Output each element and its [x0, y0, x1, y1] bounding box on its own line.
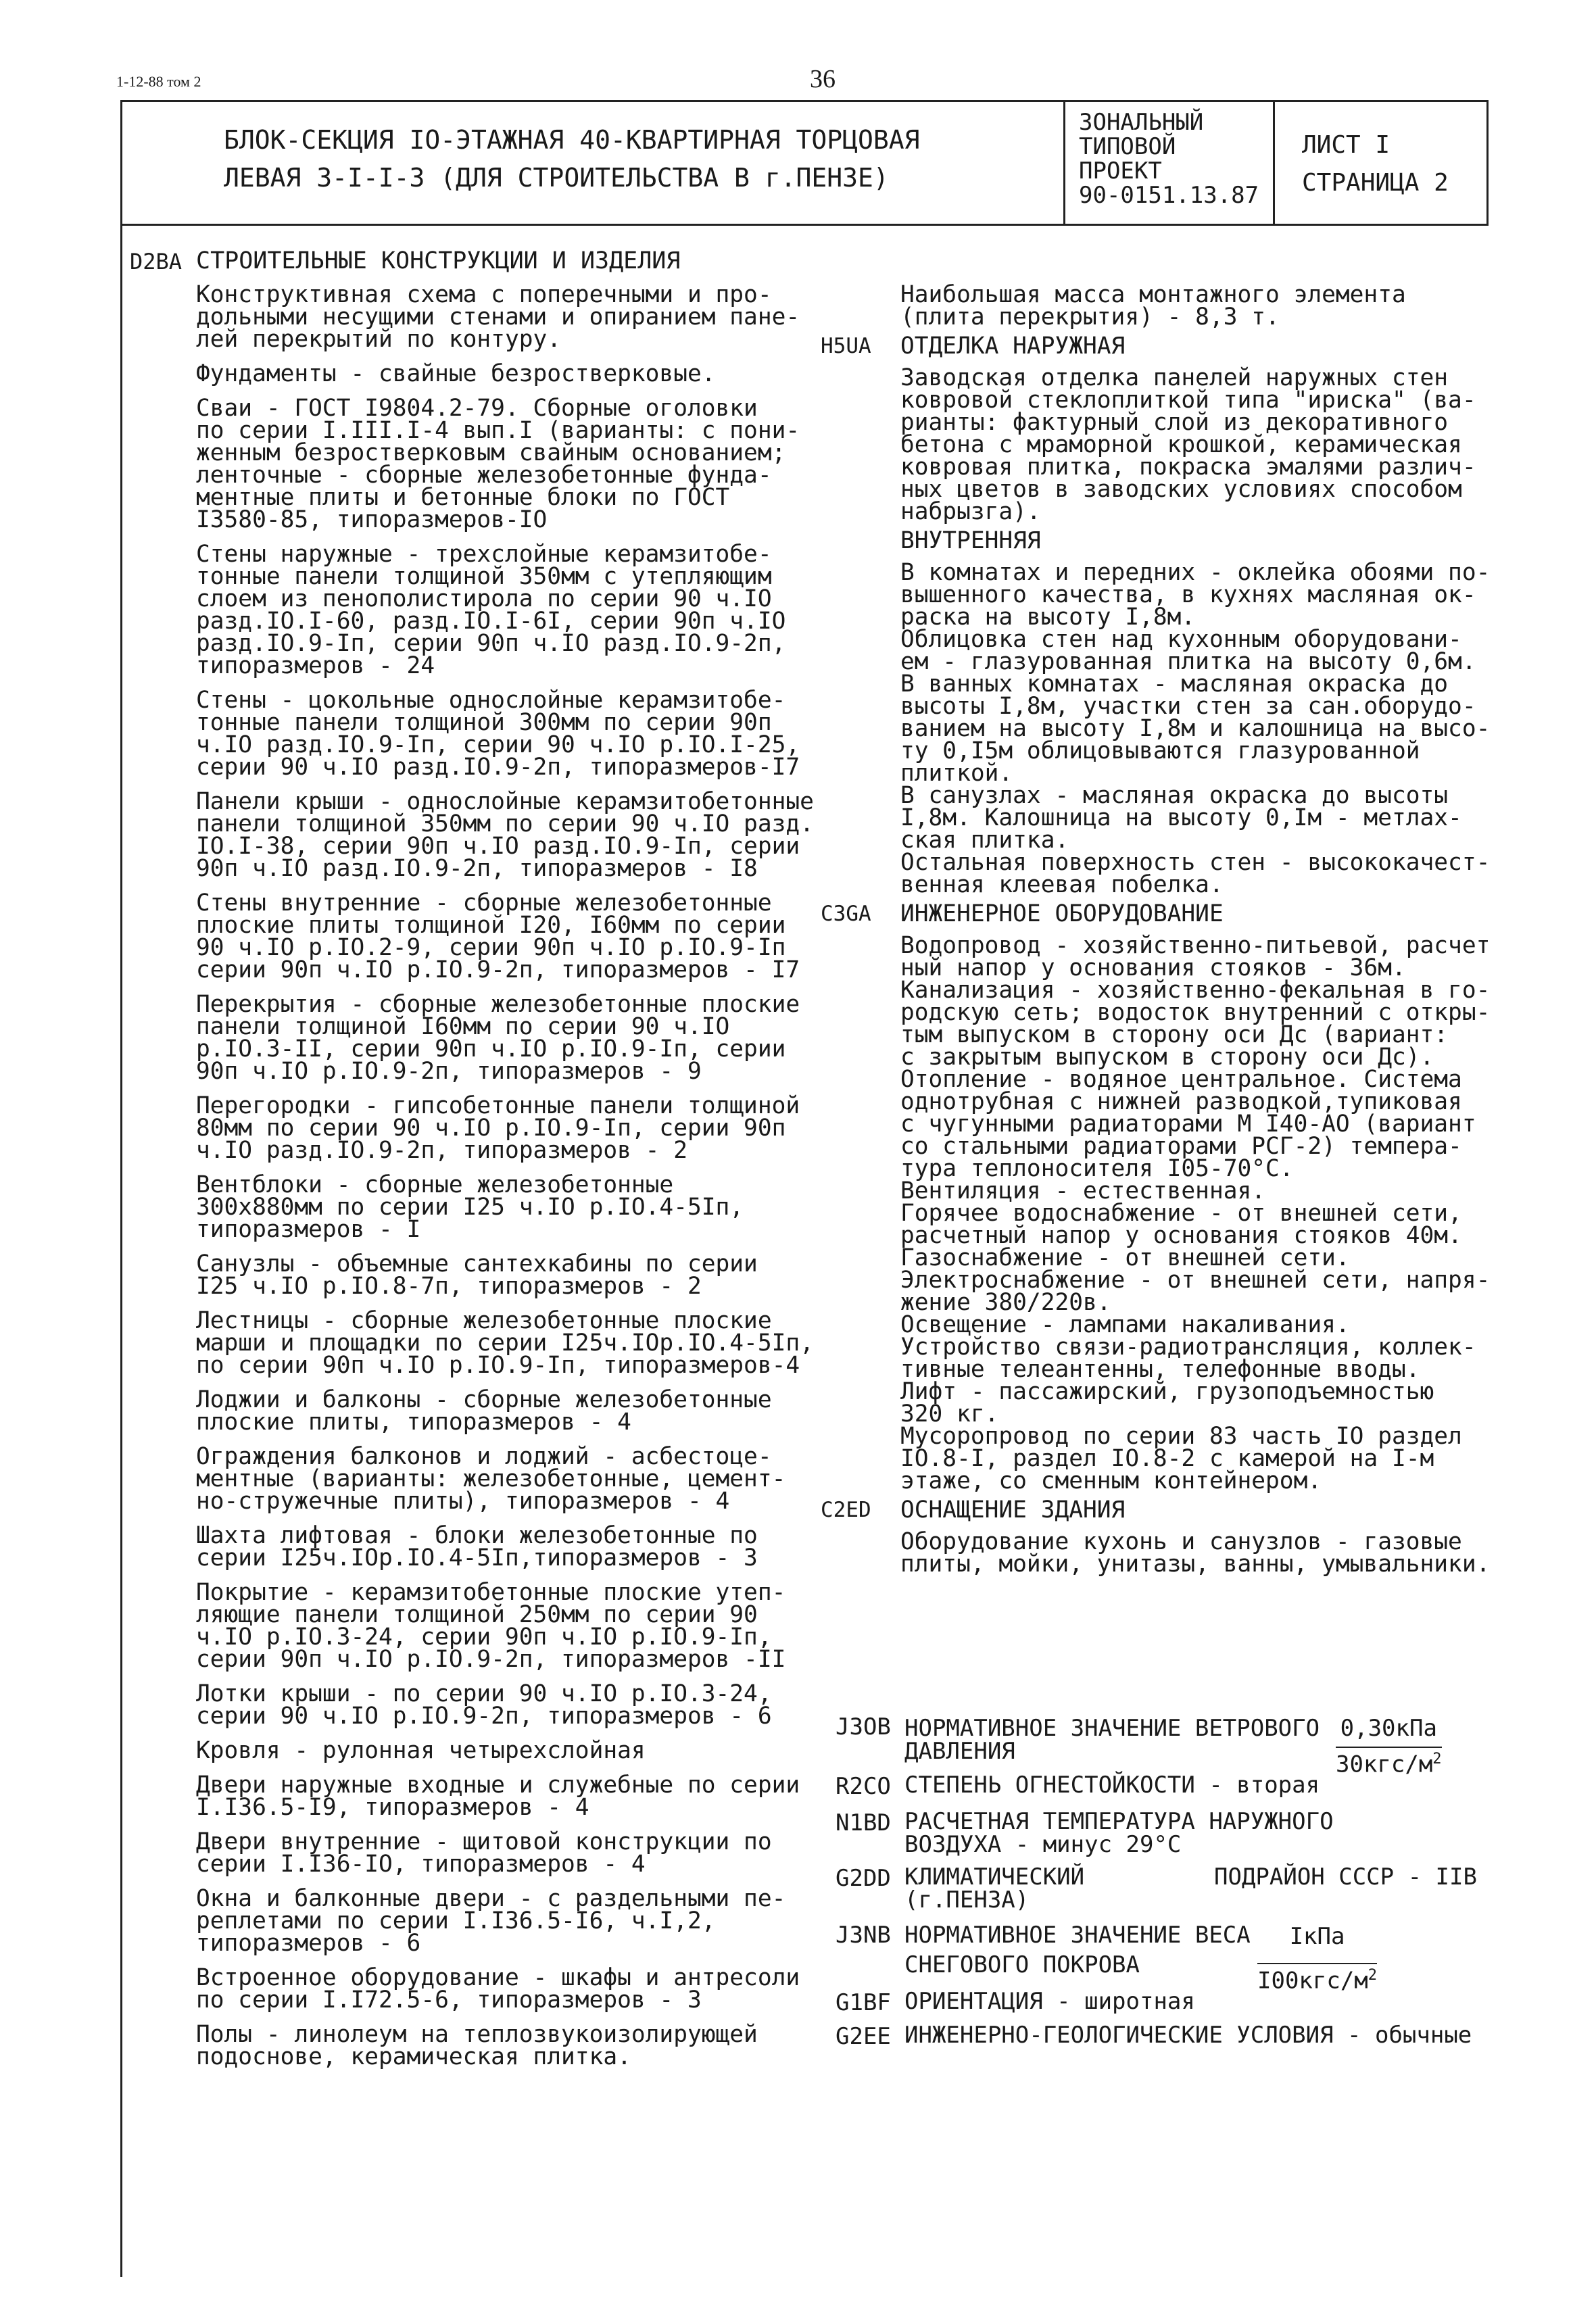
- spec-line: Стены внутренние - сборные железобетонные: [196, 890, 772, 917]
- spec-line: Сваи - ГОСТ I9804.2-79. Сборные оголовки: [196, 395, 758, 422]
- geology-text: ИНЖЕНЕРНО-ГЕОЛОГИЧЕСКИЕ УСЛОВИЯ - обычные: [904, 2022, 1472, 2049]
- right-column: [821, 281, 1495, 1582]
- spec-paragraph: [196, 1964, 872, 2014]
- spec-line: Шахта лифтовая - блоки железобетонные по: [196, 1522, 758, 1549]
- spec-line: 80мм по серии 90 ч.IO р.IO.9-Iп, серии 90п: [196, 1115, 786, 1142]
- spec-line: Санузлы - объемные сантехкабины по серии: [196, 1250, 758, 1277]
- section-line: Оборудование кухонь и санузлов - газовые: [900, 1528, 1462, 1555]
- section-header: [821, 900, 1495, 927]
- spec-line: Двери внутренние - щитовой конструкции по: [196, 1828, 772, 1855]
- spec-line: I3580-85, типоразмеров-IO: [196, 506, 548, 533]
- spec-line: по серии I.III.I-4 вып.I (варианты: с пони-: [196, 417, 800, 444]
- snow-value-num: IкПа: [1289, 1923, 1345, 1950]
- section-line: ем - глазурованная плитка на высоту 0,6м.: [900, 648, 1476, 675]
- spec-line: по серии I.I72.5-6, типоразмеров - 3: [196, 1987, 702, 2014]
- section-heading: ВНУТРЕННЯЯ: [900, 527, 1041, 554]
- section-line: плиты, мойки, унитазы, ванны, умывальники.: [900, 1551, 1491, 1578]
- spec-line: Перекрытия - сборные железобетонные плоские: [196, 991, 800, 1018]
- spec-line: панели толщиной 350мм по серии 90 ч.IO разд.: [196, 810, 814, 837]
- document-reference: 1-12-88 том 2: [116, 73, 201, 90]
- spec-line: но-стружечные плиты), типоразмеров - 4: [196, 1488, 730, 1515]
- section-line: с чугунными радиаторами М I40-АО (вариант: [900, 1111, 1476, 1138]
- wind-value-den: 30кгс/м: [1336, 1751, 1433, 1778]
- temp-code: N1BD: [836, 1809, 891, 1836]
- spec-line: панели толщиной I60мм по серии 90 ч.IO: [196, 1013, 730, 1040]
- spec-paragraph: [196, 397, 872, 531]
- spec-paragraph: [196, 281, 872, 353]
- project-line: ТИПОВОЙ: [1079, 133, 1176, 160]
- title-line-1: БЛОК-СЕКЦИЯ IO-ЭТАЖНАЯ 40-КВАРТИРНАЯ ТОРЦОВАЯ: [224, 125, 920, 155]
- snow-value: IкПа $I00кгс/м^2$: [1257, 1923, 1378, 1995]
- spec-line: р.IO.3-II, серии 90п ч.IO р.IO.9-Iп, серии: [196, 1035, 786, 1063]
- section-line: вышенного качества, в кухнях масляная ок-: [900, 581, 1476, 608]
- spec-line: Ограждения балконов и лоджий - асбестоце-: [196, 1443, 772, 1470]
- page-number: 36: [810, 65, 836, 93]
- section-paragraph: [900, 1528, 1495, 1578]
- spec-paragraph: [196, 788, 872, 882]
- spec-line: Стены наружные - трехслойные керамзитобе-: [196, 541, 772, 568]
- spec-line: подоснове, керамическая плитка.: [196, 2043, 631, 2070]
- section-line: однотрубная с нижней разводкой,тупиковая: [900, 1088, 1462, 1115]
- spec-line: по серии 90п ч.IO р.IO.9-Iп, типоразмеров-4: [196, 1352, 800, 1379]
- spec-line: Конструктивная схема с поперечными и про-: [196, 281, 772, 308]
- spec-paragraph: [196, 991, 872, 1085]
- spec-line: 90п ч.IO разд.IO.9-2п, типоразмеров - I8: [196, 855, 758, 882]
- section-line: Электроснабжение - от внешней сети, напря-: [900, 1267, 1491, 1294]
- section-line: тивные телеантенны, телефонные вводы.: [900, 1356, 1420, 1383]
- intro-line: Наибольшая масса монтажного элемента: [900, 281, 1406, 308]
- spec-line: серии I25ч.IOр.IO.4-5Iп,типоразмеров - 3: [196, 1544, 758, 1571]
- spec-line: Панели крыши - однослойные керамзитобетонные: [196, 788, 814, 815]
- section-heading: ОСНАЩЕНИЕ ЗДАНИЯ: [900, 1496, 1126, 1524]
- spec-line: разд.IO.9-Iп, серии 90п ч.IO разд.IO.9-2п,: [196, 630, 786, 657]
- spec-line: женным безростверковым свайным основанием;: [196, 439, 786, 466]
- section-paragraph: [900, 364, 1495, 525]
- spec-line: ч.IO разд.IO.9-Iп, серии 90 ч.IO р.IO.I-25,: [196, 731, 800, 758]
- section-line: со стальными радиаторами РСГ-2) темпера-: [900, 1133, 1462, 1160]
- section-header: [821, 1496, 1495, 1524]
- section-line: жение 380/220в.: [900, 1289, 1111, 1316]
- section-line: Газоснабжение - от внешней сети.: [900, 1244, 1350, 1271]
- snow-code: J3NB: [836, 1922, 891, 1949]
- spec-paragraph: [196, 1680, 872, 1730]
- page-label: СТРАНИЦА 2: [1302, 169, 1449, 197]
- spec-line: I25 ч.IO р.IO.8-7п, типоразмеров - 2: [196, 1273, 702, 1300]
- section-line: ванием на высоту I,8м и калошница на высо-: [900, 715, 1491, 742]
- spec-line: типоразмеров - 6: [196, 1930, 421, 1957]
- fire-text: СТЕПЕНЬ ОГНЕСТОЙКОСТИ - вторая: [904, 1772, 1320, 1799]
- project-cell: [1065, 102, 1275, 224]
- spec-line: Перегородки - гипсобетонные панели толщиной: [196, 1092, 800, 1119]
- spec-line: ч.IO р.IO.3-24, серии 90п ч.IO р.IO.9-Iп,: [196, 1624, 772, 1651]
- spec-line: тонные панели толщиной 300мм по серии 90п: [196, 709, 772, 736]
- project-line: 90-0151.13.87: [1079, 182, 1259, 209]
- spec-line: Стены - цокольные однослойные керамзитобе-: [196, 687, 786, 714]
- spec-line: слоем из пенополистирола по серии 90 ч.IO: [196, 585, 772, 612]
- section-line: В санузлах - масляная окраска до высоты: [900, 782, 1449, 809]
- spec-line: 300х880мм по серии I25 ч.IO р.IO.4-5Iп,: [196, 1194, 744, 1221]
- section-line: В комнатах и передних - оклейка обоями по-: [900, 559, 1491, 586]
- section-line: этаже, со сменным контейнером.: [900, 1467, 1322, 1494]
- spec-line: ляющие панели толщиной 250мм по серии 90: [196, 1601, 758, 1628]
- spec-paragraph: [196, 1386, 872, 1436]
- section-line: Горячее водоснабжение - от внешней сети,: [900, 1200, 1462, 1227]
- spec-paragraph: [196, 1579, 872, 1673]
- temp-label: РАСЧЕТНАЯ ТЕМПЕРАТУРА НАРУЖНОГО ВОЗДУХА - минус 29°С: [904, 1808, 1334, 1858]
- spec-line: Полы - линолеум на теплозвукоизолирующей: [196, 2021, 758, 2048]
- spec-line: ментные плиты и бетонные блоки по ГОСТ: [196, 484, 730, 511]
- spec-paragraph: [196, 1828, 872, 1878]
- spec-paragraph: [196, 1737, 872, 1764]
- section-line: IO.8-I, раздел IO.8-2 с камерой на I-м: [900, 1445, 1434, 1472]
- spec-line: 90 ч.IO р.IO.2-9, серии 90п ч.IO р.IO.9-Iп: [196, 934, 786, 961]
- section-line: I,8м. Калошница на высоту 0,Iм - метлах-: [900, 804, 1462, 831]
- project-line: ПРОЕКТ: [1079, 157, 1162, 185]
- wind-label: НОРМАТИВНОЕ ЗНАЧЕНИЕ ВЕТРОВОГО ДАВЛЕНИЯ: [904, 1715, 1320, 1765]
- spec-line: 90п ч.IO р.IO.9-2п, типоразмеров - 9: [196, 1058, 702, 1085]
- spec-line: разд.IO.I-60, разд.IO.I-6I, серии 90п ч.IO: [196, 608, 786, 635]
- title-block: [120, 100, 1489, 226]
- climate-code: G2DD: [836, 1865, 891, 1892]
- spec-paragraph: [196, 1092, 872, 1164]
- spec-paragraph: [196, 1250, 872, 1300]
- section-line: Заводская отделка панелей наружных стен: [900, 364, 1449, 391]
- section-line: набрызга).: [900, 498, 1041, 525]
- intro-paragraph: [900, 281, 1495, 331]
- section-code: C3GA: [821, 902, 871, 926]
- section-line: раска на высоту I,8м.: [900, 604, 1196, 631]
- spec-line: Лоджии и балконы - сборные железобетонные: [196, 1386, 772, 1413]
- wind-value-num: 0,30кПа: [1340, 1715, 1437, 1742]
- section-line: В ванных комнатах - масляная окраска до: [900, 671, 1449, 698]
- section-line: плиткой.: [900, 760, 1013, 787]
- spec-line: марши и площадки по серии I25ч.IOр.IO.4-5Iп,: [196, 1330, 814, 1357]
- spec-paragraph: [196, 1307, 872, 1379]
- section-line: Водопровод - хозяйственно-питьевой, расчет: [900, 932, 1491, 959]
- section-heading: СТРОИТЕЛЬНЫЕ КОНСТРУКЦИИ И ИЗДЕЛИЯ: [196, 247, 681, 274]
- spec-line: Окна и балконные двери - с раздельными пе-: [196, 1885, 786, 1912]
- section-line: Вентиляция - естественная.: [900, 1177, 1266, 1204]
- section-line: Устройство связи-радиотрансляция, коллек-: [900, 1334, 1476, 1361]
- snow-value-den: I00кгс/м: [1257, 1967, 1368, 1995]
- section-heading: ИНЖЕНЕРНОЕ ОБОРУДОВАНИЕ: [900, 900, 1224, 927]
- climate-label: КЛИМАТИЧЕСКИЙ (г.ПЕНЗА): [904, 1863, 1085, 1914]
- section-paragraph: [900, 932, 1495, 1494]
- spec-line: Встроенное оборудование - шкафы и антресоли: [196, 1964, 800, 1991]
- spec-paragraph: [196, 1522, 872, 1571]
- spec-paragraph: [196, 689, 872, 779]
- spec-line: Кровля - рулонная четырехслойная: [196, 1737, 646, 1764]
- spec-line: лей перекрытий по контуру.: [196, 326, 562, 353]
- spec-line: серии I.I36-IO, типоразмеров - 4: [196, 1851, 646, 1878]
- spec-paragraph: [196, 892, 872, 981]
- section-code: C2ED: [821, 1498, 871, 1522]
- spec-line: плоские плиты, типоразмеров - 4: [196, 1409, 631, 1436]
- wind-value: 0,30кПа $30кгс/м^2$: [1336, 1715, 1442, 1778]
- spec-line: тонные панели толщиной 350мм с утепляющим: [196, 563, 772, 590]
- section-line: тура теплоносителя I05-70°С.: [900, 1155, 1294, 1182]
- spec-line: ленточные - сборные железобетонные фунда-: [196, 462, 772, 489]
- section-line: Канализация - хозяйственно-фекальная в го-: [900, 977, 1491, 1004]
- section-header: [821, 333, 1495, 360]
- orientation-text: ОРИЕНТАЦИЯ - широтная: [904, 1988, 1195, 2015]
- spec-line: серии 90 ч.IO разд.IO.9-2п, типоразмеров-I7: [196, 754, 800, 781]
- section-line: тым выпуском в сторону оси Дс (вариант:: [900, 1021, 1449, 1048]
- spec-line: ментные (варианты: железобетонные, цемент-: [196, 1465, 786, 1492]
- spec-paragraph: [196, 1171, 872, 1243]
- sheet-cell: [1275, 102, 1489, 224]
- spec-paragraph: [196, 1774, 872, 1819]
- orientation-code: G1BF: [836, 1989, 891, 2016]
- spec-paragraph: [196, 543, 872, 677]
- section-header: [900, 527, 1495, 554]
- section-line: родскую сеть; водосток внутренний с откры-: [900, 999, 1491, 1026]
- left-column: [196, 281, 872, 2080]
- section-line: 320 кг.: [900, 1400, 999, 1428]
- wind-code: J3OB: [836, 1713, 891, 1740]
- section-line: ская плитка.: [900, 827, 1069, 854]
- title-cell: [122, 102, 1065, 224]
- project-line: ЗОНАЛЬНЫЙ: [1079, 109, 1204, 136]
- section-line: ковровой стеклоплиткой типа "ириска" (ва-: [900, 387, 1476, 414]
- section-line: Отопление - водяное центральное. Система: [900, 1066, 1462, 1093]
- section-line: ковровая плитка, покраска эмалями различ-: [900, 454, 1476, 481]
- spec-line: дольными несущими стенами и опиранием пане-: [196, 303, 800, 331]
- spec-line: серии 90 ч.IO р.IO.9-2п, типоразмеров - 6: [196, 1703, 772, 1730]
- snow-label: НОРМАТИВНОЕ ЗНАЧЕНИЕ ВЕСА СНЕГОВОГО ПОКРОВА: [904, 1922, 1251, 1978]
- spec-line: серии 90п ч.IO р.IO.9-2п, типоразмеров -II: [196, 1646, 786, 1673]
- section-line: Освещение - лампами накаливания.: [900, 1311, 1350, 1338]
- spec-line: IO.I-38, серии 90п ч.IO разд.IO.9-Iп, серии: [196, 833, 800, 860]
- section-code: D2BA: [130, 249, 183, 274]
- spec-line: ч.IO разд.IO.9-2п, типоразмеров - 2: [196, 1137, 687, 1164]
- section-line: бетона с мраморной крошкой, керамическая: [900, 431, 1462, 458]
- climate-value: ПОДРАЙОН СССР - IIВ: [1214, 1863, 1477, 1891]
- spec-line: типоразмеров - I: [196, 1216, 421, 1243]
- section-line: Лифт - пассажирский, грузоподъемностью: [900, 1378, 1434, 1405]
- sheet-number: ЛИСТ I: [1302, 131, 1391, 159]
- section-line: высоты I,8м, участки стен за сан.оборудо-: [900, 693, 1476, 720]
- spec-paragraph: [196, 2021, 872, 2070]
- section-line: рианты: фактурный слой из декоративного: [900, 409, 1449, 436]
- spec-line: Лотки крыши - по серии 90 ч.IO р.IO.3-24,: [196, 1680, 772, 1707]
- left-border: [120, 226, 122, 2277]
- spec-line: серии 90п ч.IO р.IO.9-2п, типоразмеров - I7: [196, 956, 800, 983]
- section-line: расчетный напор у основания стояков 40м.: [900, 1222, 1462, 1249]
- title-line-2: ЛЕВАЯ 3-I-I-3 (ДЛЯ СТРОИТЕЛЬСТВА В г.ПЕНЗЕ): [224, 163, 889, 193]
- spec-paragraph: [196, 1443, 872, 1515]
- fire-code: R2CO: [836, 1773, 891, 1800]
- section-line: Мусоропровод по серии 83 часть IO раздел: [900, 1423, 1462, 1450]
- spec-line: I.I36.5-I9, типоразмеров - 4: [196, 1794, 589, 1821]
- section-code: H5UA: [821, 334, 871, 358]
- section-paragraph: [900, 559, 1495, 898]
- spec-line: Лестницы - сборные железобетонные плоские: [196, 1307, 772, 1334]
- spec-paragraph: [196, 360, 872, 387]
- section-line: Облицовка стен над кухонным оборудовани-: [900, 626, 1462, 653]
- spec-line: Фундаменты - свайные безростверковые.: [196, 360, 716, 387]
- geology-code: G2EE: [836, 2023, 891, 2050]
- section-line: ту 0,I5м облицовываются глазурованной: [900, 737, 1420, 764]
- spec-line: Двери наружные входные и служебные по серии: [196, 1772, 800, 1799]
- spec-paragraph: [196, 1885, 872, 1957]
- spec-line: Вентблоки - сборные железобетонные: [196, 1171, 674, 1198]
- intro-line: (плита перекрытия) - 8,3 т.: [900, 303, 1280, 331]
- section-line: венная клеевая побелка.: [900, 871, 1224, 898]
- section-heading: ОТДЕЛКА НАРУЖНАЯ: [900, 333, 1126, 360]
- section-line: ных цветов в заводских условиях способом: [900, 476, 1462, 503]
- section-line: ный напор у основания стояков - 36м.: [900, 954, 1406, 981]
- section-line: Остальная поверхность стен - высококачест-: [900, 849, 1491, 876]
- spec-line: типоразмеров - 24: [196, 652, 435, 679]
- spec-line: плоские плиты толщиной I20, I60мм по серии: [196, 912, 786, 939]
- spec-line: Покрытие - керамзитобетонные плоские утеп-: [196, 1579, 786, 1606]
- spec-line: реплетами по серии I.I36.5-I6, ч.I,2,: [196, 1907, 716, 1934]
- section-line: с закрытым выпуском в сторону оси Дс).: [900, 1044, 1434, 1071]
